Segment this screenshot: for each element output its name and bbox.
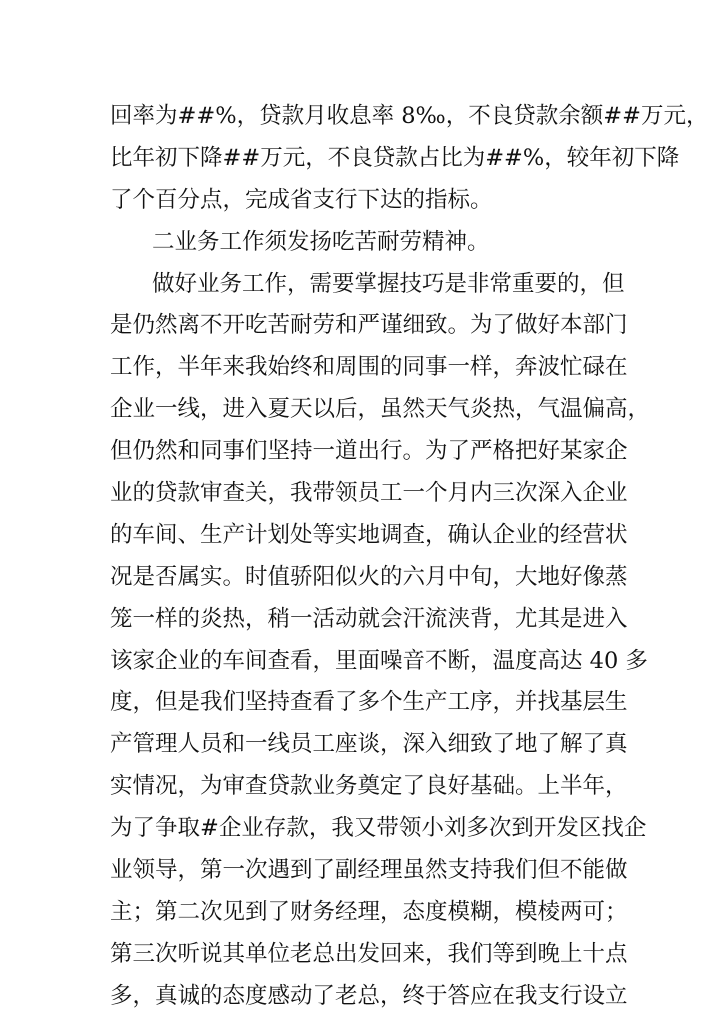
text-line: 是仍然离不开吃苦耐劳和严谨细致。为了做好本部门 [110,312,628,339]
text-line: 企业一线，进入夏天以后，虽然天气炎热，气温偏高， [110,396,651,423]
text-line: 做好业务工作，需要掌握技巧是非常重要的，但 [152,270,625,297]
text-line: 业领导，第一次遇到了副经理虽然支持我们但不能做 [110,857,628,884]
text-line: 实情况，为审查贷款业务奠定了良好基础。上半年， [110,773,628,800]
text-line: 回率为##%，贷款月收息率 8‰，不良贷款余额##万元， [110,103,709,129]
text-line: 第三次听说其单位老总出发回来，我们等到晚上十点 [110,940,628,967]
text-line: 的车间、生产计划处等实地调查，确认企业的经营状 [110,521,628,548]
text-line: 该家企业的车间查看，里面噪音不断，温度高达 40 多 [110,647,648,674]
text-line: 但仍然和同事们坚持一道出行。为了严格把好某家企 [110,438,628,465]
text-line: 主；第二次见到了财务经理，态度模糊，模棱两可； [110,898,628,925]
text-line: 度，但是我们坚持查看了多个生产工序，并找基层生 [110,689,628,716]
text-line: 笼一样的炎热，稍一活动就会汗流浃背，尤其是进入 [110,605,628,632]
text-line: 比年初下降##万元，不良贷款占比为##%，较年初下降 [110,144,680,171]
text-line: 业的贷款审查关，我带领员工一个月内三次深入企业 [110,480,628,507]
text-line: 了个百分点，完成省支行下达的指标。 [110,186,493,213]
text-line: 况是否属实。时值骄阳似火的六月中旬，大地好像蒸 [110,563,628,590]
text-line: 工作，半年来我始终和周围的同事一样，奔波忙碌在 [110,354,628,381]
document-body [110,96,709,1018]
text-line: 二业务工作须发扬吃苦耐劳精神。 [152,228,490,255]
text-line: 产管理人员和一线员工座谈，深入细致了地了解了真 [110,731,628,758]
text-line: 为了争取#企业存款，我又带领小刘多次到开发区找企 [110,815,647,842]
text-line: 多，真诚的态度感动了老总，终于答应在我支行设立 [110,982,628,1009]
